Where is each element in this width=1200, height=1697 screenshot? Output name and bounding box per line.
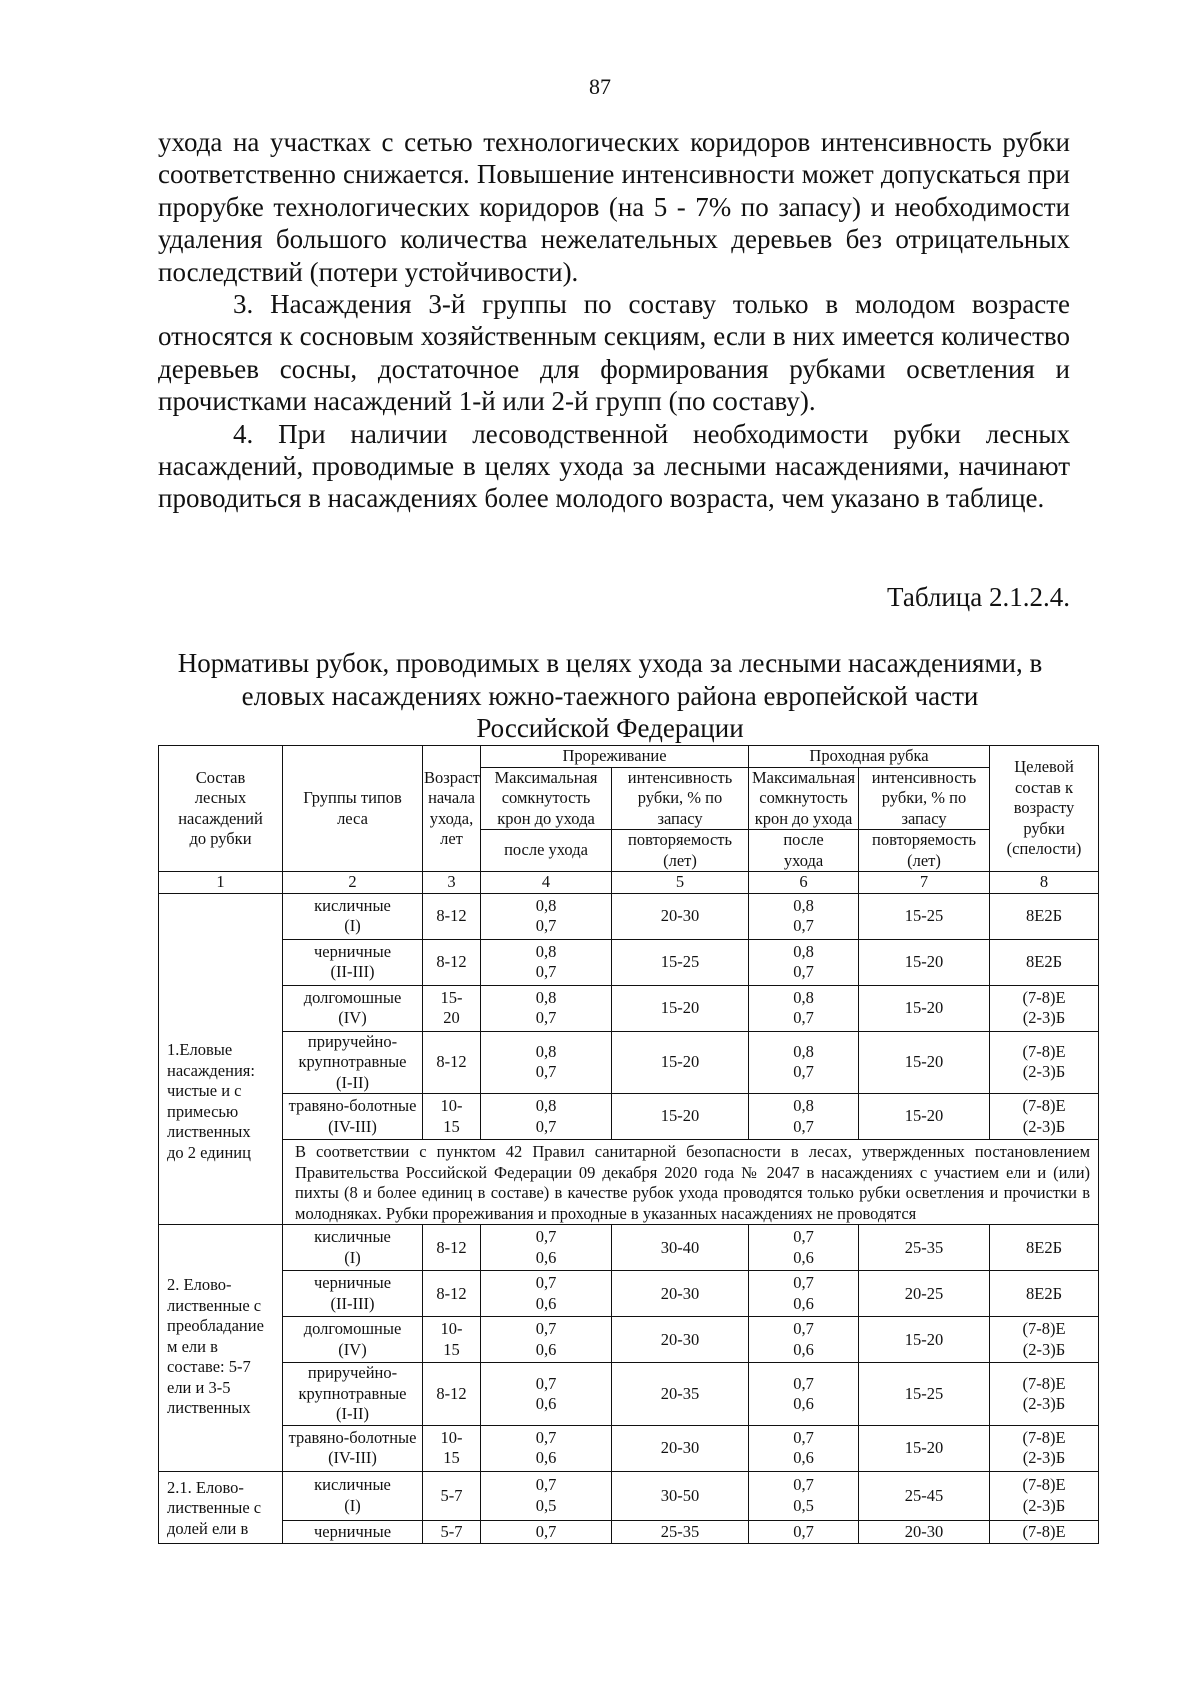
- forest-type: [283, 1031, 423, 1094]
- cell-line: 10-: [440, 1427, 463, 1447]
- cell-line: (2-3)Б: [1022, 1448, 1066, 1468]
- cell-line: интенсивность: [871, 767, 977, 787]
- cell-line: лиственные с: [167, 1498, 262, 1518]
- header-passage-cutting: Проходная рубка: [749, 746, 990, 768]
- cell-line: Состав: [195, 767, 246, 787]
- passage-density: [749, 1363, 859, 1426]
- density-before-after: [481, 1520, 612, 1543]
- density-before: 0,7: [535, 1427, 557, 1447]
- target-composition: [990, 1363, 1099, 1426]
- density-after: 0,6: [535, 1293, 557, 1313]
- forest-type: [283, 1363, 423, 1426]
- column-number: 8: [990, 872, 1099, 894]
- density-before: 0,7: [793, 1475, 814, 1495]
- passage-density: [749, 893, 859, 939]
- cell-line: 8-12: [436, 1383, 467, 1403]
- start-age: [423, 1031, 481, 1094]
- density-before-after: [481, 1317, 612, 1363]
- header-max-density-passage: [749, 767, 859, 830]
- header-forest-groups: [283, 746, 423, 872]
- target-composition: [990, 1425, 1099, 1471]
- density-before: 0,7: [793, 1521, 814, 1541]
- cell-line: рубки, % по: [881, 788, 967, 807]
- cell-line: (7-8)Е: [1022, 1427, 1066, 1447]
- cell-line: (2-3)Б: [1022, 1008, 1066, 1027]
- passage-density: [749, 985, 859, 1031]
- cell-line: ели и 3-5: [167, 1377, 231, 1397]
- cell-line: составе: 5-7: [167, 1357, 251, 1377]
- density-before: 0,7: [535, 1373, 557, 1393]
- cell-line: ухода: [783, 850, 824, 870]
- table-label: Таблица 2.1.2.4.: [887, 582, 1070, 612]
- passage-repeat: 25-35: [859, 1225, 990, 1271]
- group-label: [159, 1225, 283, 1472]
- header-after-care: после ухода: [481, 830, 612, 872]
- cell-line: (2-3)Б: [1022, 1062, 1066, 1082]
- density-after: 0,6: [793, 1339, 814, 1359]
- cell-line: травяно-болотные: [288, 1427, 417, 1447]
- cell-line: Целевой: [1014, 757, 1074, 777]
- cell-line: 15: [443, 1339, 460, 1359]
- start-age: [423, 1471, 481, 1520]
- density-after: 0,6: [535, 1247, 557, 1267]
- passage-repeat: 20-30: [859, 1520, 990, 1543]
- header-composition: [159, 746, 283, 872]
- cell-line: 20: [443, 1008, 460, 1027]
- density-after: 0,7: [793, 1062, 814, 1082]
- density-before: 0,8: [535, 1096, 557, 1115]
- density-before-after: [481, 1031, 612, 1094]
- target-composition: [990, 1031, 1099, 1094]
- density-before-after: [481, 893, 612, 939]
- cell-line: (2-3)Б: [1022, 1394, 1066, 1414]
- header-repeat-passage: [859, 830, 990, 872]
- cell-line: 15-: [440, 987, 463, 1007]
- table-title-line: Российской Федерации: [476, 713, 744, 744]
- forest-type: [283, 1225, 423, 1271]
- cell-line: рубки: [1023, 818, 1065, 838]
- cell-line: травяно-болотные: [288, 1096, 417, 1115]
- target-composition: [990, 1094, 1099, 1140]
- forest-type: [283, 1317, 423, 1363]
- start-age: [423, 893, 481, 939]
- cell-line: (7-8)Е: [1022, 987, 1066, 1007]
- target-composition: [990, 985, 1099, 1031]
- passage-repeat: 15-20: [859, 985, 990, 1031]
- cell-line: лет: [440, 829, 463, 848]
- cell-line: Максимальная: [751, 767, 856, 787]
- cell-line: преобладание: [167, 1316, 264, 1336]
- cell-line: 8Е2Б: [1025, 951, 1063, 971]
- cell-line: ухода,: [429, 808, 474, 828]
- cell-line: 8Е2Б: [1025, 1237, 1063, 1257]
- density-after: 0,7: [793, 962, 814, 981]
- density-after: 0,7: [535, 1008, 557, 1027]
- passage-repeat: 15-20: [859, 1031, 990, 1094]
- cell-line: (II-III): [330, 962, 375, 981]
- cell-line: (7-8)Е: [1022, 1475, 1066, 1495]
- cell-line: лиственных: [167, 1398, 251, 1418]
- cell-line: 8-12: [436, 951, 467, 971]
- cell-line: (I-II): [336, 1404, 369, 1424]
- density-before: 0,7: [535, 1319, 557, 1339]
- target-composition: [990, 1520, 1099, 1543]
- density-after: 0,6: [793, 1247, 814, 1267]
- cell-line: интенсивность: [627, 767, 733, 787]
- cell-line: 8Е2Б: [1025, 905, 1063, 925]
- density-before-after: [481, 1363, 612, 1426]
- passage-density: [749, 1094, 859, 1140]
- density-before-after: [481, 939, 612, 985]
- cell-line: (7-8)Е: [1022, 1041, 1066, 1061]
- density-before-after: [481, 1271, 612, 1317]
- cell-line: сомкнутость: [501, 788, 591, 807]
- passage-density: [749, 1425, 859, 1471]
- header-after-care-passage: [749, 830, 859, 872]
- cell-line: 8-12: [436, 1052, 467, 1071]
- density-after: 0,7: [793, 1116, 814, 1136]
- cell-line: 15: [443, 1448, 460, 1468]
- cell-line: (IV): [338, 1008, 367, 1027]
- density-after: 0,5: [793, 1495, 814, 1515]
- passage-density: [749, 1031, 859, 1094]
- cell-line: Максимальная: [494, 767, 598, 787]
- target-composition: [990, 893, 1099, 939]
- cell-line: Возраст: [424, 767, 480, 787]
- cell-line: (IV-III): [328, 1448, 377, 1468]
- cell-line: (2-3)Б: [1022, 1495, 1066, 1515]
- column-number: 1: [159, 872, 283, 894]
- header-target-composition: [990, 746, 1099, 872]
- density-before: 0,7: [535, 1273, 557, 1293]
- cell-line: (7-8)Е: [1022, 1521, 1066, 1541]
- cell-line: повторяемость: [872, 830, 977, 849]
- thinning-intensity: 20-30: [612, 893, 749, 939]
- cell-line: (спелости): [1006, 839, 1082, 859]
- density-before: 0,7: [793, 1427, 814, 1447]
- forest-type: [283, 1094, 423, 1140]
- cell-line: (7-8)Е: [1022, 1096, 1066, 1115]
- thinning-intensity: 30-50: [612, 1471, 749, 1520]
- cell-line: 8-12: [436, 1283, 467, 1303]
- density-before: 0,8: [793, 941, 814, 961]
- density-before: 0,8: [535, 941, 557, 961]
- cell-line: 10-: [440, 1096, 463, 1115]
- header-intensity: [612, 767, 749, 830]
- passage-repeat: 15-20: [859, 1317, 990, 1363]
- header-start-age: [423, 746, 481, 872]
- density-after: 0,7: [793, 1008, 814, 1027]
- density-before: 0,8: [535, 1041, 557, 1061]
- group-label: [159, 893, 283, 1225]
- density-after: 0,6: [793, 1394, 814, 1414]
- density-after: 0,6: [793, 1293, 814, 1313]
- cell-line: после: [783, 830, 824, 849]
- cell-line: (2-3)Б: [1022, 1339, 1066, 1359]
- cell-line: начала: [428, 788, 475, 807]
- cell-line: 8Е2Б: [1025, 1283, 1063, 1303]
- target-composition: [990, 939, 1099, 985]
- cell-line: лиственные с: [167, 1295, 262, 1315]
- cell-line: (II-III): [330, 1293, 375, 1313]
- start-age: [423, 1271, 481, 1317]
- cell-line: черничные: [313, 1521, 392, 1541]
- density-after: 0,6: [535, 1339, 557, 1359]
- cell-line: лиственных: [167, 1122, 251, 1142]
- start-age: [423, 1425, 481, 1471]
- density-after: 0,7: [535, 1062, 557, 1082]
- column-number: 3: [423, 872, 481, 894]
- density-before: 0,8: [793, 987, 814, 1007]
- column-number: 4: [481, 872, 612, 894]
- cell-line: 8-12: [436, 905, 467, 925]
- start-age: [423, 1094, 481, 1140]
- column-number: 6: [749, 872, 859, 894]
- cell-line: крон до ухода: [754, 808, 853, 828]
- page-number: 87: [589, 74, 611, 99]
- forest-type: [283, 893, 423, 939]
- cell-line: запасу: [657, 808, 703, 828]
- target-composition: [990, 1471, 1099, 1520]
- table-title-line: Нормативы рубок, проводимых в целях ухода за лесными насаждениями, в: [177, 648, 1043, 678]
- cell-line: рубки, % по: [637, 788, 723, 807]
- cell-line: 8-12: [436, 1237, 467, 1257]
- cell-line: (IV-III): [328, 1116, 377, 1136]
- body-text: [158, 126, 1070, 515]
- forest-type: [283, 939, 423, 985]
- column-number: 2: [283, 872, 423, 894]
- cell-line: м ели в: [167, 1336, 218, 1356]
- thinning-intensity: 20-30: [612, 1317, 749, 1363]
- cell-line: (I): [344, 916, 361, 935]
- density-after: 0,7: [793, 916, 814, 935]
- density-before: 0,7: [535, 1521, 557, 1541]
- passage-density: [749, 939, 859, 985]
- paragraph-item-4: 4. При наличии лесоводственной необходимости рубки лесных насаждений, проводимые в целях ухода за лесными насаждениями, начинают проводиться в насаждениях более молодого возраста, чем указано в таблице.: [158, 418, 1070, 514]
- cell-line: черничные: [313, 1273, 392, 1293]
- density-before-after: [481, 1094, 612, 1140]
- start-age: [423, 985, 481, 1031]
- norms-table: [158, 745, 1099, 1544]
- header-max-density: [481, 767, 612, 830]
- start-age: [423, 939, 481, 985]
- passage-repeat: 15-25: [859, 1363, 990, 1426]
- thinning-intensity: 15-20: [612, 1094, 749, 1140]
- passage-density: [749, 1317, 859, 1363]
- cell-line: чистые и с: [167, 1081, 242, 1101]
- passage-repeat: 15-20: [859, 939, 990, 985]
- passage-repeat: 15-25: [859, 893, 990, 939]
- cell-line: насаждения:: [167, 1060, 255, 1080]
- cell-line: кисличные: [314, 1475, 391, 1495]
- density-after: 0,7: [535, 916, 557, 935]
- cell-line: долей ели в: [167, 1518, 249, 1538]
- thinning-intensity: 15-25: [612, 939, 749, 985]
- cell-line: (IV): [338, 1339, 367, 1359]
- cell-line: возрасту: [1013, 798, 1075, 818]
- density-before: 0,8: [535, 895, 557, 915]
- thinning-intensity: 15-20: [612, 985, 749, 1031]
- cell-line: 2.1. Елово-: [167, 1477, 244, 1497]
- passage-density: [749, 1225, 859, 1271]
- column-number: 7: [859, 872, 990, 894]
- cell-line: повторяемость: [627, 830, 733, 849]
- cell-line: примесью: [167, 1101, 239, 1121]
- header-intensity-passage: [859, 767, 990, 830]
- density-before-after: [481, 985, 612, 1031]
- density-before: 0,7: [535, 1475, 557, 1495]
- density-after: 0,6: [793, 1448, 814, 1468]
- density-before: 0,8: [793, 1041, 814, 1061]
- paragraph-continued: ухода на участках с сетью технологических коридоров интенсивность рубки соответственно снижается. Повышение интенсивности может допускаться при прорубке технологических коридоров (на 5 - 7% по запасу) и необходимости удаления большого количества нежелательных деревьев без отрицательных последствий (потери устойчивости).: [158, 127, 1070, 287]
- passage-repeat: 15-20: [859, 1425, 990, 1471]
- cell-line: крупнотравные: [298, 1052, 407, 1071]
- regulation-note: В соответствии с пунктом 42 Правил санитарной безопасности в лесах, утвержденных постановлением Правительства Российской Федерации 09 декабря 2020 года № 2047 в насаждениях с участием ели и (или) пихты (8 и более единиц в составе) в качестве рубок ухода проводятся только рубки осветления и прочистки в молодняках. Рубки прореживания и проходные в указанных насаждениях не проводятся: [283, 1140, 1099, 1225]
- cell-line: состав к: [1015, 777, 1073, 797]
- density-before: 0,7: [793, 1373, 814, 1393]
- forest-type: [283, 1471, 423, 1520]
- cell-line: до рубки: [189, 829, 252, 848]
- cell-line: (7-8)Е: [1022, 1319, 1066, 1339]
- density-after: 0,7: [535, 1116, 557, 1136]
- table-title: [140, 647, 1080, 745]
- passage-repeat: 25-45: [859, 1471, 990, 1520]
- thinning-intensity: 20-30: [612, 1425, 749, 1471]
- target-composition: [990, 1317, 1099, 1363]
- passage-repeat: 15-20: [859, 1094, 990, 1140]
- header-repeat: [612, 830, 749, 872]
- start-age: [423, 1317, 481, 1363]
- header-thinning: Прореживание: [481, 746, 749, 768]
- passage-density: [749, 1271, 859, 1317]
- start-age: [423, 1363, 481, 1426]
- cell-line: до 2 единиц: [167, 1142, 251, 1162]
- target-composition: [990, 1225, 1099, 1271]
- density-before-after: [481, 1225, 612, 1271]
- cell-line: (I-II): [336, 1072, 369, 1092]
- start-age: [423, 1225, 481, 1271]
- density-before: 0,7: [535, 1227, 557, 1247]
- cell-line: долгомошные: [303, 1319, 402, 1339]
- cell-line: сомкнутость: [759, 788, 848, 807]
- forest-type: [283, 1520, 423, 1543]
- cell-line: долгомошные: [303, 987, 402, 1007]
- density-after: 0,6: [535, 1448, 557, 1468]
- cell-line: кисличные: [314, 895, 391, 915]
- cell-line: 1.Еловые: [167, 1040, 233, 1060]
- thinning-intensity: 30-40: [612, 1225, 749, 1271]
- cell-line: 2. Елово-: [167, 1275, 232, 1295]
- cell-line: крон до ухода: [497, 808, 595, 828]
- density-before: 0,7: [793, 1319, 814, 1339]
- paragraph-item-3: 3. Насаждения 3-й группы по составу только в молодом возрасте относятся к сосновым хозяйственным секциям, если в них имеется количество деревьев сосны, достаточное для формирования рубками осветления и прочистками насаждений 1-й или 2-й групп (по составу).: [158, 289, 1070, 417]
- target-composition: [990, 1271, 1099, 1317]
- density-before: 0,7: [793, 1273, 814, 1293]
- cell-line: запасу: [901, 808, 947, 828]
- density-before: 0,7: [793, 1227, 814, 1247]
- density-after: 0,5: [535, 1495, 557, 1515]
- cell-line: крупнотравные: [298, 1383, 407, 1403]
- table-title-line: еловых насаждениях южно-таежного района европейской части: [241, 680, 979, 711]
- passage-density: [749, 1520, 859, 1543]
- density-before: 0,8: [793, 1096, 814, 1115]
- density-before-after: [481, 1471, 612, 1520]
- forest-type: [283, 1425, 423, 1471]
- cell-line: 15: [443, 1116, 460, 1136]
- cell-line: приручейно-: [307, 1031, 398, 1051]
- cell-line: приручейно-: [307, 1363, 398, 1383]
- cell-line: лесных: [194, 788, 247, 807]
- cell-line: черничные: [313, 941, 392, 961]
- density-after: 0,6: [535, 1394, 557, 1414]
- passage-repeat: 20-25: [859, 1271, 990, 1317]
- cell-line: кисличные: [314, 1227, 391, 1247]
- density-before: 0,8: [535, 987, 557, 1007]
- cell-line: (лет): [907, 850, 941, 870]
- forest-type: [283, 1271, 423, 1317]
- density-before: 0,8: [793, 895, 814, 915]
- cell-line: 5-7: [440, 1521, 463, 1541]
- density-before-after: [481, 1425, 612, 1471]
- forest-type: [283, 985, 423, 1031]
- cell-line: леса: [337, 808, 368, 828]
- group-label: [159, 1471, 283, 1544]
- cell-line: 10-: [440, 1319, 463, 1339]
- cell-line: (2-3)Б: [1022, 1116, 1066, 1136]
- cell-line: (I): [344, 1495, 361, 1515]
- passage-density: [749, 1471, 859, 1520]
- density-after: 0,7: [535, 962, 557, 981]
- cell-line: Группы типов: [303, 788, 402, 807]
- cell-line: (I): [344, 1247, 361, 1267]
- cell-line: 5-7: [440, 1485, 463, 1505]
- cell-line: (7-8)Е: [1022, 1373, 1066, 1393]
- thinning-intensity: 25-35: [612, 1520, 749, 1543]
- start-age: [423, 1520, 481, 1543]
- column-number: 5: [612, 872, 749, 894]
- cell-line: насаждений: [178, 808, 263, 828]
- thinning-intensity: 20-30: [612, 1271, 749, 1317]
- thinning-intensity: 20-35: [612, 1363, 749, 1426]
- cell-line: (лет): [663, 850, 697, 870]
- thinning-intensity: 15-20: [612, 1031, 749, 1094]
